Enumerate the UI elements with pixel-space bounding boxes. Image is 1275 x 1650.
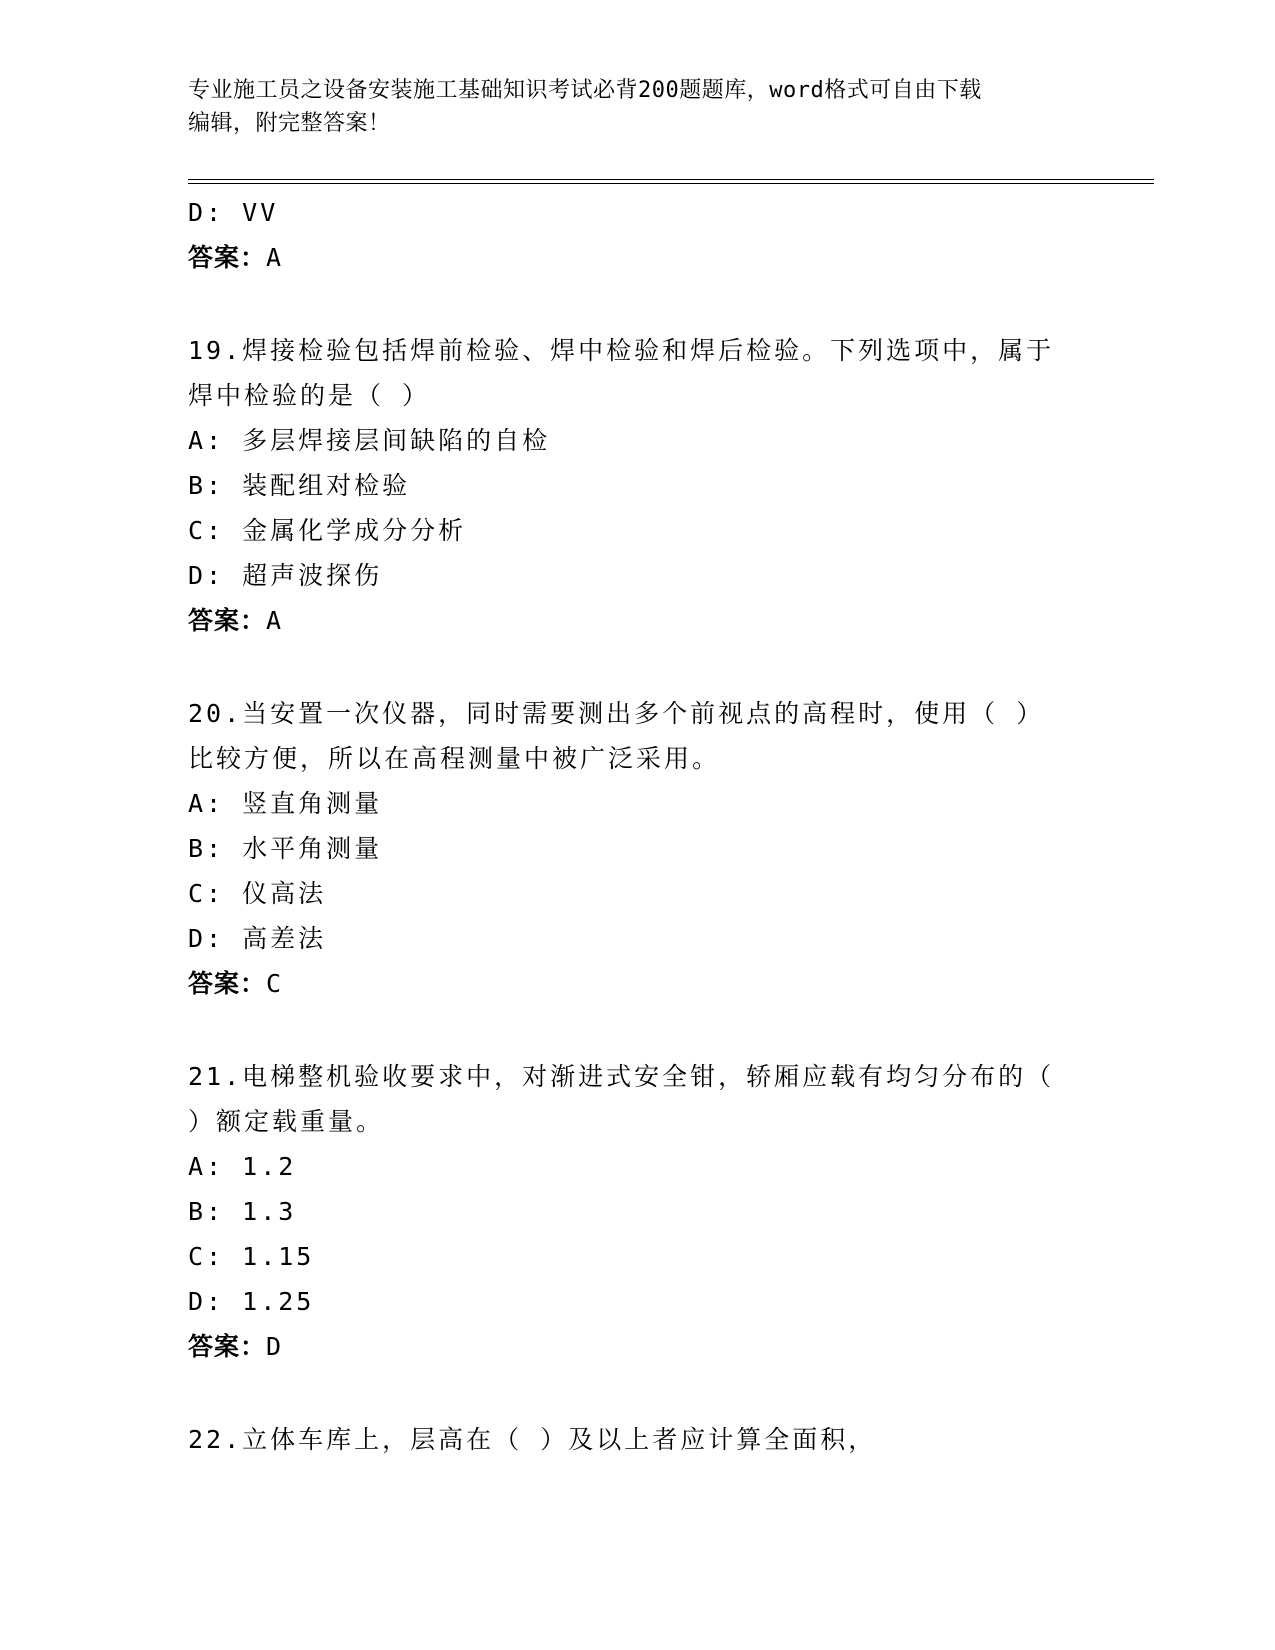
answer-line <box>188 1324 1148 1369</box>
answer-value: A <box>266 243 283 272</box>
question-stem <box>188 1054 1068 1144</box>
option-c: C: 金属化学成分分析 <box>188 516 467 545</box>
option-a: A: 竖直角测量 <box>188 789 383 818</box>
document-body <box>188 190 1148 1462</box>
question-stem-line-1: 19.焊接检验包括焊前检验、焊中检验和焊后检验。下列选项中，属于 <box>188 336 1055 365</box>
question-stem-line-1: 21.电梯整机验收要求中，对渐进式安全钳，轿厢应载有均匀分布的（ <box>188 1062 1055 1091</box>
answer-value: D <box>266 1332 283 1361</box>
answer-value: A <box>266 606 283 635</box>
option-a: A: 1.2 <box>188 1152 297 1181</box>
question-stem-line-1: 20.当安置一次仪器，同时需要测出多个前视点的高程时，使用（ ） <box>188 699 1045 728</box>
answer-label: 答案： <box>188 1332 267 1361</box>
answer-line <box>188 235 1148 280</box>
answer-line <box>188 961 1148 1006</box>
option-d: D: 超声波探伤 <box>188 561 383 590</box>
answer-label: 答案： <box>188 969 267 998</box>
option-b: B: 装配组对检验 <box>188 471 411 500</box>
option-b: B: 水平角测量 <box>188 834 383 863</box>
option-d: D: VV <box>188 198 279 227</box>
answer-line <box>188 598 1148 643</box>
answer-label: 答案： <box>188 243 267 272</box>
previous-question-tail <box>188 190 1148 280</box>
question-stem-line-2: 焊中检验的是（ ） <box>188 381 431 410</box>
header-divider <box>188 179 1154 184</box>
question-19 <box>188 328 1148 643</box>
question-stem <box>188 328 1068 418</box>
answer-label: 答案： <box>188 606 267 635</box>
question-stem <box>188 1417 1068 1462</box>
answer-value: C <box>266 969 283 998</box>
document-page <box>188 0 1148 1650</box>
option-c: C: 1.15 <box>188 1242 315 1271</box>
option-a: A: 多层焊接层间缺陷的自检 <box>188 426 551 455</box>
question-stem-line-1: 22.立体车库上，层高在（ ）及以上者应计算全面积， <box>188 1425 877 1454</box>
option-d: D: 1.25 <box>188 1287 315 1316</box>
header-line-1: 专业施工员之设备安装施工基础知识考试必背200题题库，word格式可自由下载 <box>188 78 982 103</box>
option-c: C: 仪高法 <box>188 879 327 908</box>
option-b: B: 1.3 <box>188 1197 297 1226</box>
question-stem-line-2: 比较方便，所以在高程测量中被广泛采用。 <box>188 744 721 773</box>
question-22 <box>188 1417 1148 1462</box>
document-header <box>188 74 1088 140</box>
question-21 <box>188 1054 1148 1369</box>
question-stem-line-2: ）额定载重量。 <box>188 1107 385 1136</box>
question-stem <box>188 691 1068 781</box>
question-20 <box>188 691 1148 1006</box>
header-line-2: 编辑，附完整答案！ <box>188 111 391 136</box>
option-d: D: 高差法 <box>188 924 327 953</box>
